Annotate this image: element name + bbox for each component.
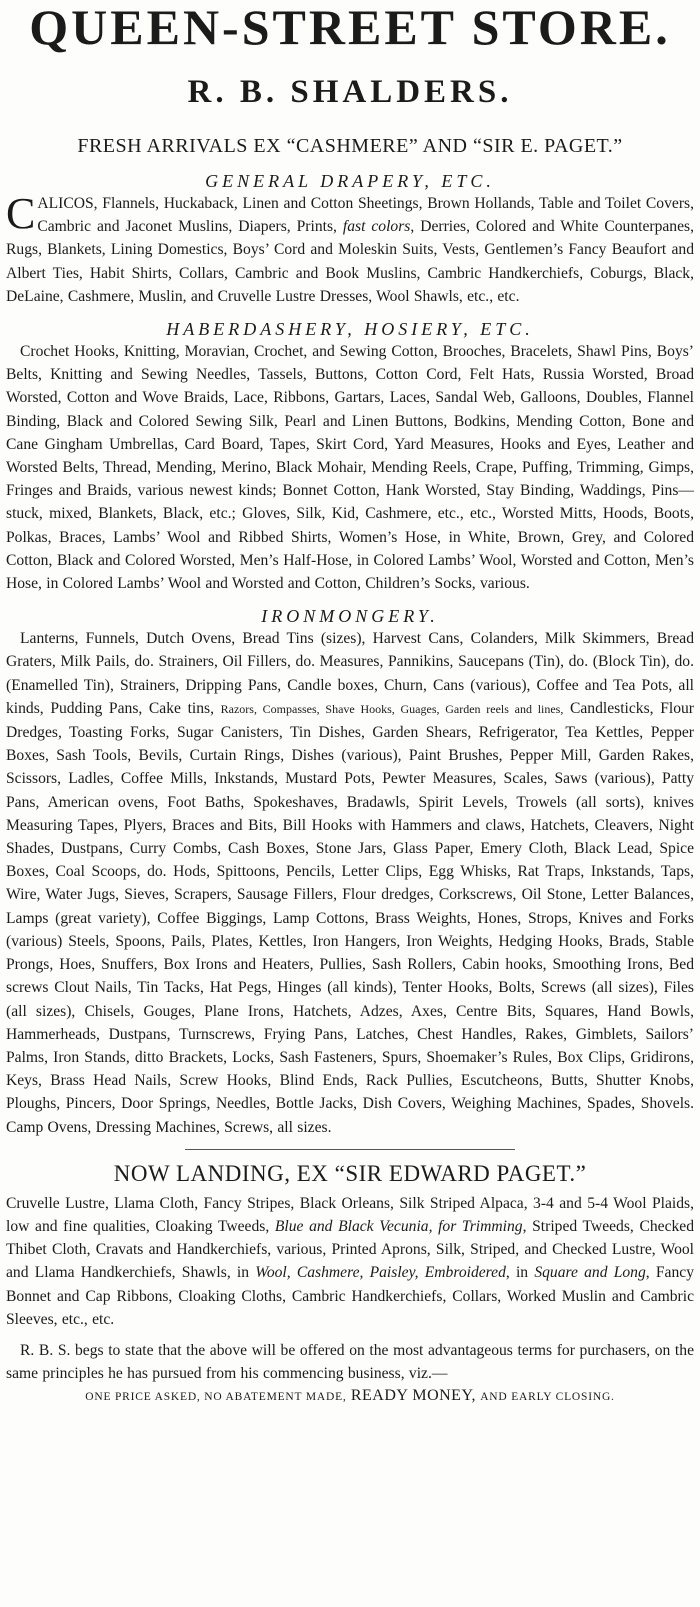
haberdashery-heading: HABERDASHERY, HOSIERY, ETC. [166,319,534,340]
section-divider [185,1149,515,1150]
closing-terms-a: ONE PRICE ASKED, NO ABATEMENT MADE, [85,1391,347,1404]
landing-text-italic-c: Square and Long [534,1264,646,1282]
closing-terms [6,1385,694,1408]
drapery-text-a: ALICOS, Flannels, Huckaback, Linen and Cotton Sheetings, Brown Hollands, Table and Toilet Covers, Cambric and Jaconet Muslins, Diapers, Prints, [37,195,694,236]
landing-text-d: , Fancy Bonnet and Cap Ribbons, Cloaking Cloths, Cambric Handkerchiefs, Collars, Worked Muslin and Cambric Sleeves, etc., etc. [6,1264,694,1328]
drapery-text-italic: fast colors [342,218,411,236]
landing-heading: NOW LANDING, EX “SIR EDWARD PAGET.” [113,1160,587,1186]
ironmongery-text-small: Razors, Compasses, Shave Hooks, Guages, Garden reels and lines, [220,701,564,716]
landing-text-a: Cruvelle Lustre, Llama Cloth, Fancy Stripes, Black Orleans, Silk Striped Alpaca, 3-4 and 5-4 Wool Plaids, low and fine qualities, Cloaking Tweeds, [6,1194,694,1235]
landing-paragraph [6,1192,694,1331]
landing-text-italic-b: Wool, Cashmere, Paisley, Embroidered [255,1264,506,1282]
proprietor-name: R. B. SHALDERS. [187,74,513,110]
advertisement-page [0,2,700,1607]
haberdashery-paragraph: Crochet Hooks, Knitting, Moravian, Crochet, and Sewing Cotton, Brooches, Bracelets, Shawl Pins, Boys’ Belts, Knitting and Sewing Needles, Tassels, Buttons, Cotton Cord, Felt Hats, Russia Worsted, Broad Worsted, Cotton and Wove Braids, Lace, Ribbons, Gartars, Laces, Sandal Web, Galloons, Doubles, Flannel Binding, Black and Colored Sewing Silk, Pearl and Linen Buttons, Bodkins, Mending Cotton, Bone and Cane Gingham Umbrellas, Card Board, Tapes, Skirt Cord, Yard Measures, Hooks and Eyes, Leather and Worsted Belts, Thread, Mending, Merino, Black Mohair, Mending Reels, Crape, Puffing, Trimming, Gimps, Fringes and Braids, various newest kinds; Bonnet Cotton, Hank Worsted, Stay Binding, Waddings, Pins—stuck, mixed, Blankets, Black, etc.; Gloves, Silk, Kid, Cashmere, etc., etc., Worsted Mitts, Hoods, Boots, Polkas, Braces, Lambs’ Wool and Ribbed Shirts, Women’s Hose, in White, Brown, Grey, and Colored Cotton, Black and Colored Worsted, Men’s Half-Hose, in Colored Lambs’ Wool, Worsted and Cotton, Men’s Hose, in Colored Lambs’ Wool and Worsted and Cotton, Children’s Socks, various. [6,343,694,593]
landing-text-b: , Striped Tweeds, Checked Thibet Cloth, Cravats and Handkerchiefs, various, Printed Aprons, Silk, Striped, and Checked Lustre, Wool and Llama Handkerchiefs, Shawls, in [6,1217,695,1282]
arrivals-banner: FRESH ARRIVALS EX “CASHMERE” AND “SIR E. PAGET.” [77,135,623,157]
closing-paragraph: R. B. S. begs to state that the above will be offered on the most advantageous terms for purchasers, on the same principles he has pursued from his commencing business, viz.— [6,1341,694,1383]
drapery-heading: GENERAL DRAPERY, ETC. [205,171,495,191]
drapery-dropcap: C [6,189,36,238]
drapery-text-b: , Derries, Colored and White Counterpanes, Rugs, Blankets, Lining Domestics, Boys’ Cord and Moleskin Suits, Vests, Gentlemen’s Fancy Beaufort and Albert Ties, Habit Shirts, Collars, Cambric and Book Muslins, Cambric Handkerchiefs, Coburgs, Black, DeLaine, Cashmere, Muslin, and Cruvelle Lustre Dresses, Wool Shawls, etc., etc. [6,218,694,305]
ironmongery-text-b: Candlesticks, Flour Dredges, Toasting Forks, Sugar Canisters, Tin Dishes, Garden Shears, Refrigerator, Tea Kettles, Pepper Boxes, Sash Tools, Bevils, Curtain Rings, Dishes (various), Paint Brushes, Pepper Mill, Garden Rakes, Scissors, Ladles, Coffee Mills, Inkstands, Mustard Pots, Pewter Measures, Scales, Saws (various), Patty Pans, American ovens, Foot Baths, Spokeshaves, Bradawls, Spirit Levels, Trowels (all sorts), knives Measuring Tapes, Plyers, Braces and Bits, Bill Hooks with Hammers and claws, Hatchets, Cleavers, Night Shades, Dustpans, Curry Combs, Cash Boxes, Stone Jars, Glass Paper, Emery Cloth, Black Lead, Spice Boxes, Coal Scoops, do. Hods, Spittoons, Pencils, Letter Clips, Egg Whisks, Rat Traps, Inkstands, Taps, Wire, Water Jugs, Sieves, Scrapers, Sausage Fillers, Flour dredges, Corkscrews, Oil Stone, Letter Balances, Lamps (great variety), Coffee Biggings, Lamp Cottons, Brass Weights, Hones, Strops, Knives and Forks (various) Steels, Spoons, Pails, Plates, Kettles, Iron Hangers, Iron Weights, Hedging Hooks, Brads, Stable Prongs, Hoes, Snuffers, Box Irons and Heaters, Pullies, Sash Rollers, Cabin hooks, Smoothing Irons, Bed screws Clout Nails, Tin Tacks, Hat Pegs, Hinges (all kinds), Tenter Hooks, Bolts, Screws (all sizes), Files (all sizes), Chisels, Gouges, Plane Irons, Hatchets, Adzes, Axes, Centre Bits, Squares, Hand Bowls, Hammerheads, Dustpans, Turnscrews, Frying Pans, Latches, Chest Handles, Rakes, Gimblets, Sailors’ Palms, Iron Stands, ditto Brackets, Locks, Sash Fasteners, Spurs, Shoemaker’s Rules, Box Clips, Gridirons, Keys, Brass Head Nails, Screw Hooks, Blind Ends, Rack Pullies, Escutcheons, Butts, Shutter Knobs, Ploughs, Pincers, Door Springs, Needles, Bottle Jacks, Dish Covers, Weighing Machines, Spades, Shovels. Camp Ovens, Dressing Machines, Screws, all sizes. [6,699,694,1136]
ironmongery-text-a: Lanterns, Funnels, Dutch Ovens, Bread Tins (sizes), Harvest Cans, Colanders, Milk Skimmers, Bread Graters, Milk Pails, do. Strainers, Oil Fillers, do. Measures, Pannikins, Saucepans (Tin), do. (Block Tin), do. (Enamelled Tin), Strainers, Dripping Pans, Candle boxes, Churn, Cans (various), Coffee and Tea Pots, all kinds, Pudding Pans, Cake tins, [6,630,694,717]
ironmongery-paragraph [6,627,694,1138]
landing-text-c: , in [505,1264,535,1282]
closing-terms-b: AND EARLY CLOSING. [480,1391,615,1404]
landing-text-italic-a: Blue and Black Vecunia, for Trimming [274,1217,523,1235]
store-title: QUEEN-STREET STORE. [29,0,671,55]
drapery-paragraph [6,189,694,308]
ironmongery-heading: IRONMONGERY. [261,606,439,627]
ready-money: READY MONEY, [350,1387,476,1405]
